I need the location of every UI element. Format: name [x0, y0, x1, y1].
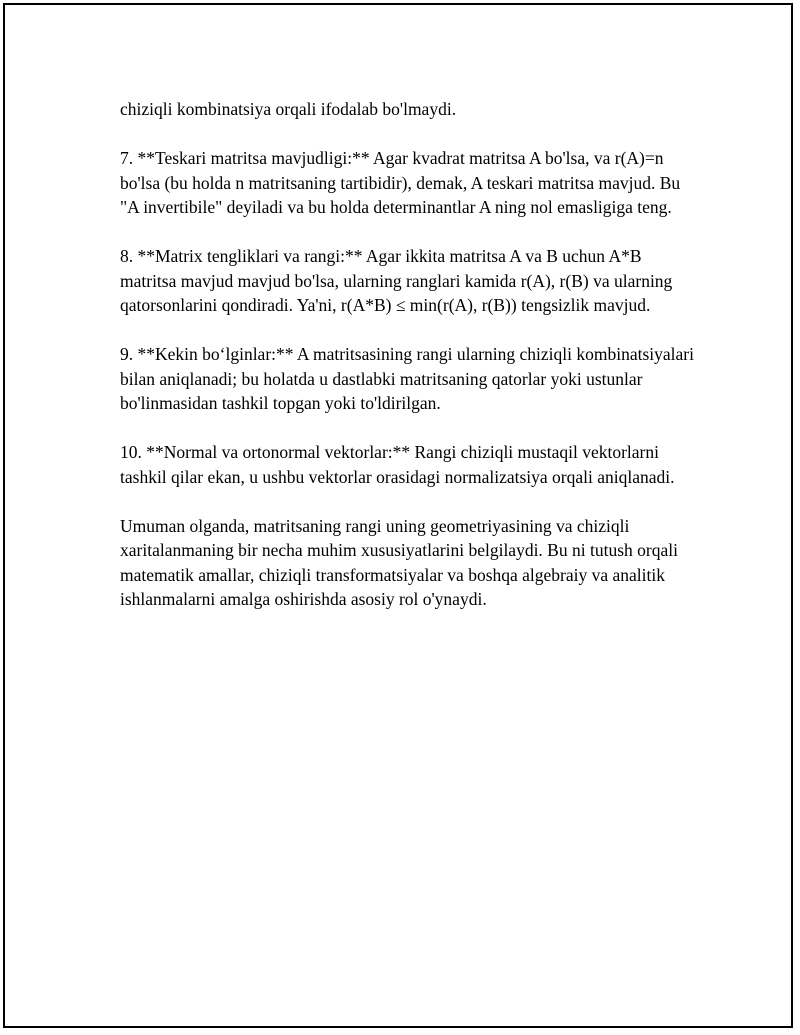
document-page: [3, 3, 793, 1028]
paragraph-conclusion: Umuman olganda, matritsaning rangi uning geometriyasining va chiziqli xaritalanmaning bir necha muhim xususiyatlarini belgilaydi. Bu ni tutush orqali matematik amallar, chiziqli transformatsiyalar va boshqa algebraiy va analitik ishlanmalarni amalga oshirishda asosiy rol o'ynaydi.: [120, 515, 678, 609]
paragraph-item-7: 7. **Teskari matritsa mavjudligi:** Agar kvadrat matritsa A bo'lsa, va r(A)=n bo'lsa (bu holda n matritsaning tartibidir), demak, A teskari matritsa mavjud. Bu "A invertibile" deyiladi va bu holda determinantlar A ning nol emasligiga teng.: [120, 148, 681, 217]
document-body: [120, 97, 700, 636]
paragraph-item-10: 10. **Normal va ortonormal vektorlar:** Rangi chiziqli mustaqil vektorlarni tashkil qilar ekan, u ushbu vektorlar orasidagi normalizatsiya orqali aniqlanadi.: [120, 442, 675, 487]
paragraph-item-9: 9. **Kekin bo‘lginlar:** A matritsasining rangi ularning chiziqli kombinatsiyalari bilan aniqlanadi; bu holatda u dastlabki matritsaning qatorlar yoki ustunlar bo'linmasidan tashkil topgan yoki to'ldirilgan.: [120, 344, 694, 413]
paragraph-continuation: chiziqli kombinatsiya orqali ifodalab bo'lmaydi.: [120, 99, 457, 119]
paragraph-item-8: 8. **Matrix tengliklari va rangi:** Agar ikkita matritsa A va B uchun A*B matritsa mavjud mavjud bo'lsa, ularning ranglari kamida r(A), r(B) va ularning qatorsonlarini qondiradi. Ya'ni, r(A*B) ≤ min(r(A), r(B)) tengsizlik mavjud.: [120, 246, 673, 315]
